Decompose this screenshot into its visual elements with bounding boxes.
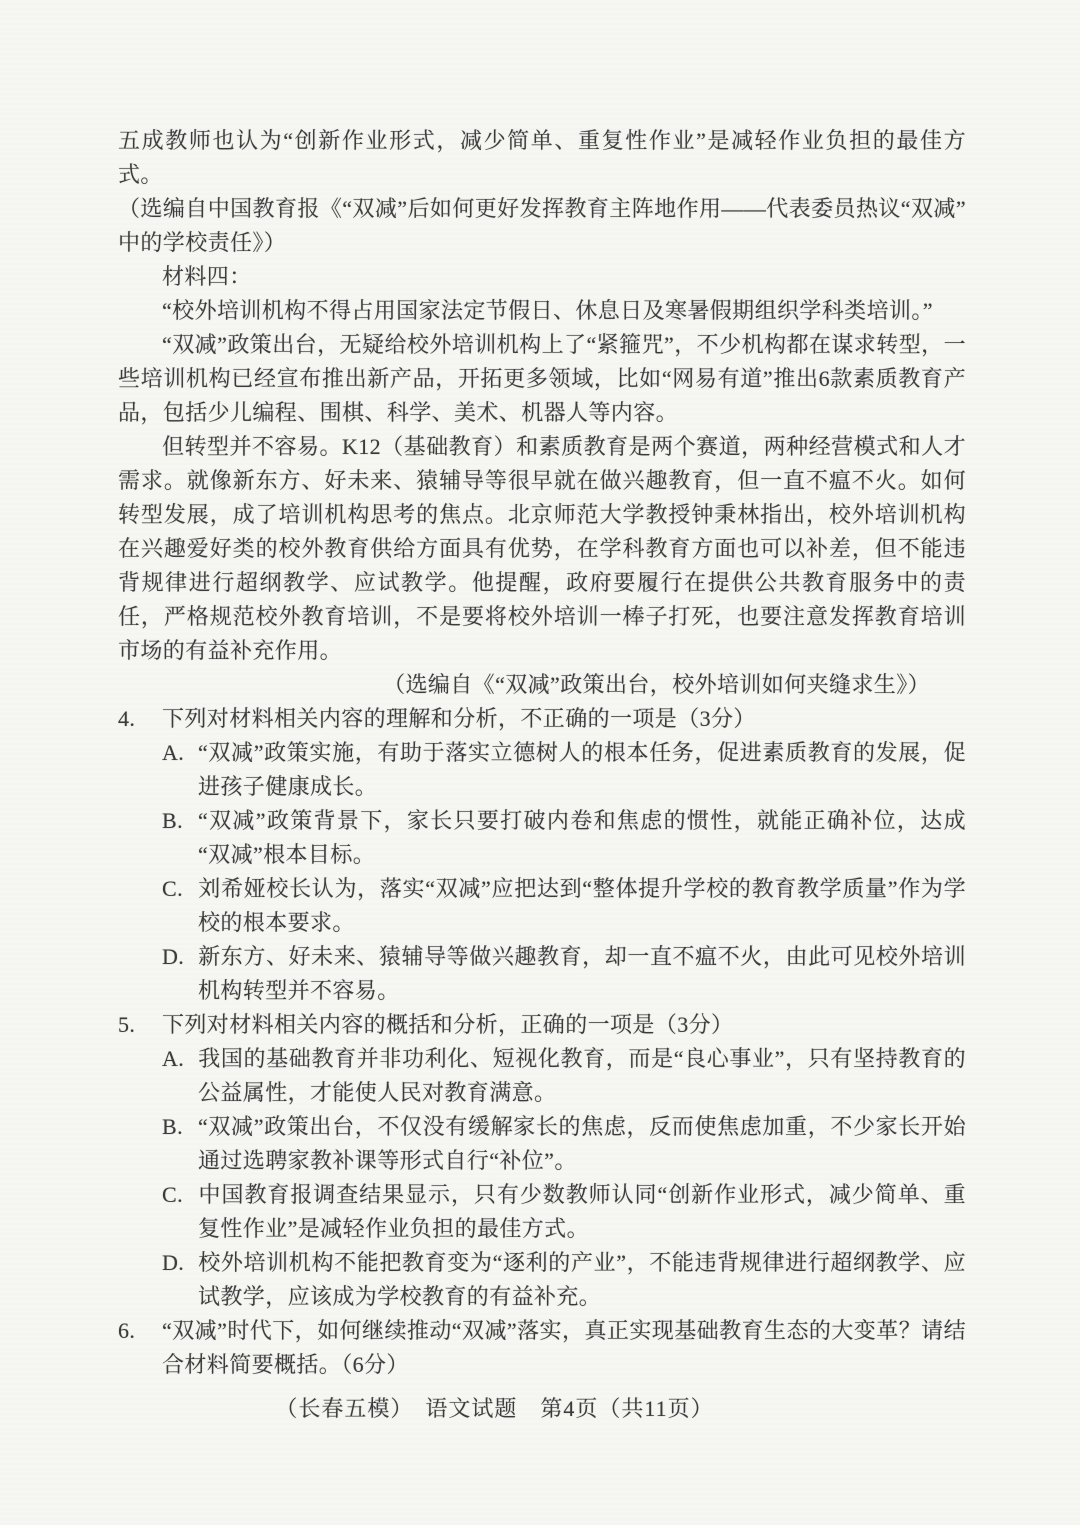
option-c-label: C.: [162, 876, 183, 901]
option-a-text: 我国的基础教育并非功利化、短视化教育，而是“良心事业”，只有坚持教育的公益属性，才能使人民对教育满意。: [198, 1046, 966, 1105]
option-b-text: “双减”政策出台，不仅没有缓解家长的焦虑，反而使焦虑加重，不少家长开始通过选聘家教补课等形式自行“补位”。: [198, 1114, 966, 1173]
question-6-stem-text: “双减”时代下，如何继续推动“双减”落实，真正实现基础教育生态的大变革？请结合材料简要概括。（6分）: [162, 1318, 966, 1377]
option-c-text: 中国教育报调查结果显示，只有少数教师认同“创新作业形式，减少简单、重复性作业”是减轻作业负担的最佳方式。: [198, 1182, 966, 1241]
material-paragraph-2: “双减”政策出台，无疑给校外培训机构上了“紧箍咒”，不少机构都在谋求转型，一些培训机构已经宣布推出新产品，开拓更多领域，比如“网易有道”推出6款素质教育产品，包括少儿编程、围棋、科学、美术、机器人等内容。: [118, 332, 966, 425]
question-4-number: 4.: [118, 706, 136, 731]
question-5: [118, 1008, 966, 1314]
option-d-text: 校外培训机构不能把教育变为“逐利的产业”，不能违背规律进行超纲教学、应试教学，应该成为学校教育的有益补充。: [198, 1250, 966, 1309]
question-4-option-d: [118, 940, 966, 1008]
material-paragraph-3: 但转型并不容易。K12（基础教育）和素质教育是两个赛道，两种经营模式和人才需求。就像新东方、好未来、猿辅导等很早就在做兴趣教育，但一直不瘟不火。如何转型发展，成了培训机构思考的焦点。北京师范大学教授钟秉林指出，校外培训机构在兴趣爱好类的校外教育供给方面具有优势，在学科教育方面也可以补差，但不能违背规律进行超纲教学、应试教学。他提醒，政府要履行在提供公共教育服务中的责任，严格规范校外教育培训，不是要将校外培训一棒子打死，也要注意发挥教育培训市场的有益补充作用。: [118, 434, 966, 663]
material-four-heading: 材料四：: [162, 264, 252, 289]
question-6-stem: [118, 1314, 966, 1382]
option-c-label: C.: [162, 1182, 183, 1207]
text-column: [118, 124, 966, 1382]
option-d-label: D.: [162, 1250, 185, 1275]
question-4-option-c: [118, 872, 966, 940]
option-b-text: “双减”政策背景下，家长只要打破内卷和焦虑的惯性，就能正确补位，达成“双减”根本目标。: [198, 808, 966, 867]
intro-continuation-paragraph: 五成教师也认为“创新作业形式，减少简单、重复性作业”是减轻作业负担的最佳方式。: [118, 128, 966, 187]
question-4-stem-text: 下列对材料相关内容的理解和分析，不正确的一项是（3分）: [162, 706, 756, 731]
option-d-text: 新东方、好未来、猿辅导等做兴趣教育，却一直不瘟不火，由此可见校外培训机构转型并不容易。: [198, 944, 966, 1003]
option-a-label: A.: [162, 1046, 185, 1071]
question-5-stem-text: 下列对材料相关内容的概括和分析，正确的一项是（3分）: [162, 1012, 734, 1037]
question-5-option-c: [118, 1178, 966, 1246]
option-a-text: “双减”政策实施，有助于落实立德树人的根本任务，促进素质教育的发展，促进孩子健康成长。: [198, 740, 966, 799]
material-paragraph-1: “校外培训机构不得占用国家法定节假日、休息日及寒暑假期组织学科类培训。”: [162, 298, 933, 323]
question-4-option-b: [118, 804, 966, 872]
question-4-option-a: [118, 736, 966, 804]
question-6-number: 6.: [118, 1318, 136, 1343]
source-note-2: （选编自《“双减”政策出台，校外培训如何夹缝求生》）: [383, 672, 930, 697]
option-b-label: B.: [162, 808, 183, 833]
option-a-label: A.: [162, 740, 185, 765]
option-d-label: D.: [162, 944, 185, 969]
question-5-stem: [118, 1008, 966, 1042]
question-5-option-b: [118, 1110, 966, 1178]
question-4-stem: [118, 702, 966, 736]
page-footer: （长春五模） 语文试题 第4页（共11页）: [275, 1396, 714, 1421]
question-5-option-a: [118, 1042, 966, 1110]
source-note-1: （选编自中国教育报《“双减”后如何更好发挥教育主阵地作用——代表委员热议“双减”中的学校责任》）: [118, 196, 966, 255]
question-5-option-d: [118, 1246, 966, 1314]
option-b-label: B.: [162, 1114, 183, 1139]
option-c-text: 刘希娅校长认为，落实“双减”应把达到“整体提升学校的教育教学质量”作为学校的根本要求。: [198, 876, 966, 935]
question-4: [118, 702, 966, 1008]
question-5-number: 5.: [118, 1012, 136, 1037]
question-6: [118, 1314, 966, 1382]
